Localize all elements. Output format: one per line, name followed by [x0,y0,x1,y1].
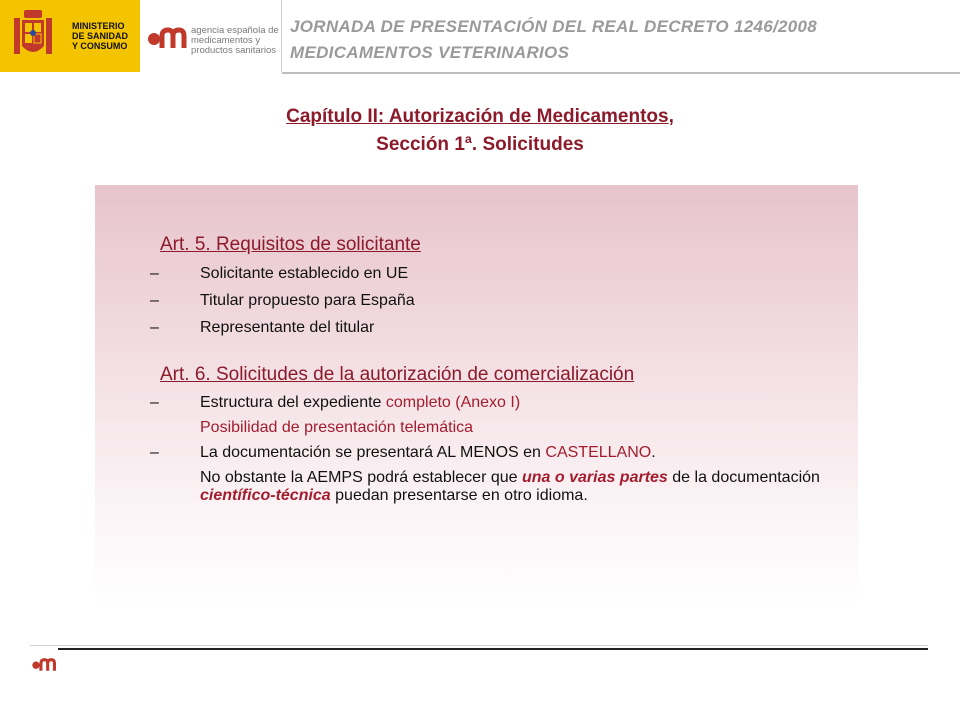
chapter-title: Capítulo II: Autorización de Medicamentos [286,106,669,127]
bullet-dash: – [150,444,159,461]
art6-item-structure-highlight: completo (Anexo I) [385,394,521,411]
aemps-logo-icon [147,24,187,50]
para-text: No obstante la AEMPS podrá establecer que [200,469,522,486]
art5-heading: Art. 5. Requisitos de solicitante [160,234,421,255]
para-text: de la documentación [667,469,820,486]
art6-heading: Art. 6. Solicitudes de la autorización de comercialización [160,364,635,385]
slide-subtitle: Sección 1ª. Solicitudes [376,134,584,155]
art6-item-telematic: Posibilidad de presentación telemática [200,419,474,436]
slide-title [0,106,960,128]
art5-item: Titular propuesto para España [200,292,415,309]
bullet-dash: – [150,265,159,282]
agency-name: agencia española de medicamentos y productos sanitarios [191,25,279,56]
art5-item: Representante del titular [200,319,375,336]
art6-paragraph [200,469,850,505]
bullet-dash: – [150,319,159,336]
coat-of-arms-icon [10,8,56,62]
agency-logo-block [141,0,282,72]
para-text: puedan presentarse en otro idioma. [330,487,588,504]
event-title-line2: MEDICAMENTOS VETERINARIOS [290,43,570,62]
art6-item-language-end: . [651,444,656,461]
chapter-title-comma: , [668,106,674,127]
art6-item-language-highlight: CASTELLANO [545,444,652,461]
ministry-name: MINISTERIO DE SANIDAD Y CONSUMO [72,21,129,51]
art6-item-structure-text: Estructura del expediente [200,394,386,411]
art6-item-structure [200,394,520,412]
footer-divider [58,648,928,650]
event-title [290,14,817,66]
header-divider [282,72,960,74]
event-title-line1: JORNADA DE PRESENTACIÓN DEL REAL DECRETO 1246/2008 [290,17,818,36]
para-emphasis: una o varias partes [521,469,668,486]
para-emphasis: científico-técnica [200,487,331,504]
ministry-logo-block [0,0,140,72]
art6-item-language-text: La documentación se presentará AL MENOS en [200,444,546,461]
bullet-dash: – [150,394,159,411]
art6-item-language [200,444,656,462]
aemps-logo-icon [30,656,58,672]
art5-item: Solicitante establecido en UE [200,265,409,282]
bullet-dash: – [150,292,159,309]
footer-divider-light [30,645,928,646]
